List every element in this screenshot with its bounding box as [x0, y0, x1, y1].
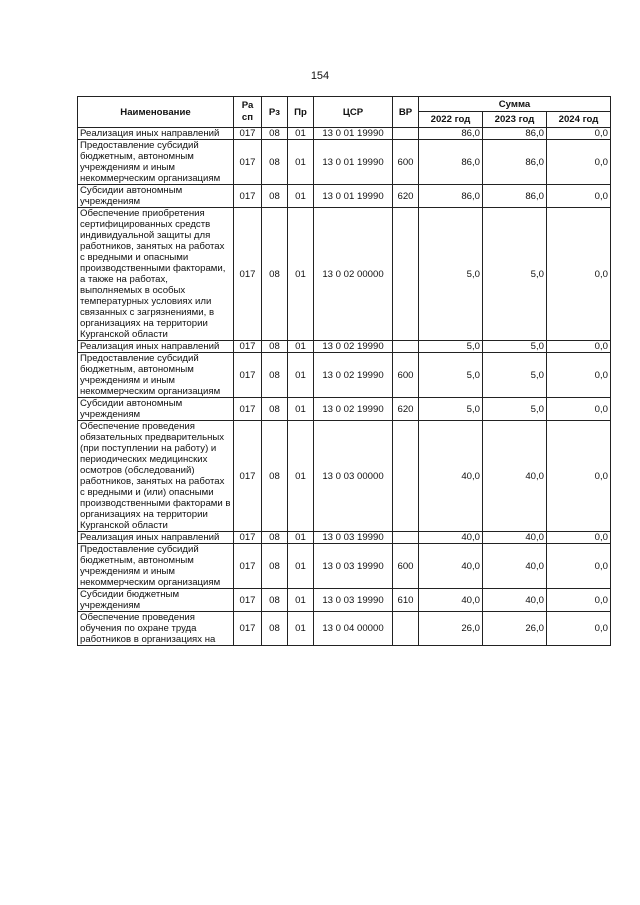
cell-rasp: 017 — [234, 128, 262, 140]
table-row — [78, 612, 611, 646]
cell-pr: 01 — [288, 532, 314, 544]
cell-csr: 13 0 03 00000 — [314, 421, 393, 532]
table-row — [78, 421, 611, 532]
cell-pr: 01 — [288, 128, 314, 140]
cell-csr: 13 0 03 19990 — [314, 544, 393, 589]
cell-csr: 13 0 03 19990 — [314, 589, 393, 612]
cell-rasp: 017 — [234, 398, 262, 421]
cell-rasp: 017 — [234, 208, 262, 341]
cell-2023: 5,0 — [483, 208, 547, 341]
cell-2022: 40,0 — [419, 544, 483, 589]
cell-2023: 26,0 — [483, 612, 547, 646]
cell-vr: 600 — [393, 544, 419, 589]
cell-2024: 0,0 — [547, 208, 611, 341]
table-row — [78, 398, 611, 421]
cell-vr: 620 — [393, 398, 419, 421]
cell-pr: 01 — [288, 140, 314, 185]
cell-rasp: 017 — [234, 532, 262, 544]
cell-rz: 08 — [262, 421, 288, 532]
cell-2024: 0,0 — [547, 421, 611, 532]
cell-rz: 08 — [262, 185, 288, 208]
cell-vr — [393, 421, 419, 532]
table-row — [78, 353, 611, 398]
header-2024: 2024 год — [547, 112, 611, 128]
cell-rasp: 017 — [234, 589, 262, 612]
cell-2022: 5,0 — [419, 208, 483, 341]
cell-2022: 86,0 — [419, 140, 483, 185]
cell-csr: 13 0 03 19990 — [314, 532, 393, 544]
cell-2023: 5,0 — [483, 353, 547, 398]
cell-2023: 40,0 — [483, 589, 547, 612]
cell-vr — [393, 612, 419, 646]
cell-rasp: 017 — [234, 421, 262, 532]
table-row — [78, 208, 611, 341]
cell-rz: 08 — [262, 532, 288, 544]
cell-pr: 01 — [288, 185, 314, 208]
table-row — [78, 589, 611, 612]
cell-vr: 600 — [393, 140, 419, 185]
cell-rz: 08 — [262, 341, 288, 353]
cell-csr: 13 0 02 19990 — [314, 398, 393, 421]
cell-vr: 620 — [393, 185, 419, 208]
cell-2024: 0,0 — [547, 353, 611, 398]
header-2022: 2022 год — [419, 112, 483, 128]
cell-2024: 0,0 — [547, 544, 611, 589]
cell-rz: 08 — [262, 544, 288, 589]
cell-rz: 08 — [262, 128, 288, 140]
cell-pr: 01 — [288, 398, 314, 421]
cell-vr — [393, 128, 419, 140]
cell-name: Субсидии бюджетным учреждениям — [78, 589, 234, 612]
cell-pr: 01 — [288, 612, 314, 646]
table-row — [78, 185, 611, 208]
cell-vr — [393, 208, 419, 341]
cell-2023: 86,0 — [483, 128, 547, 140]
cell-name: Субсидии автономным учреждениям — [78, 185, 234, 208]
cell-name: Обеспечение проведения обучения по охране труда работников в организациях на — [78, 612, 234, 646]
cell-vr — [393, 341, 419, 353]
cell-2023: 40,0 — [483, 544, 547, 589]
cell-2022: 26,0 — [419, 612, 483, 646]
cell-vr: 610 — [393, 589, 419, 612]
cell-rasp: 017 — [234, 544, 262, 589]
header-rasp: Ра сп — [234, 97, 262, 128]
cell-pr: 01 — [288, 208, 314, 341]
cell-pr: 01 — [288, 421, 314, 532]
cell-2022: 40,0 — [419, 532, 483, 544]
cell-rz: 08 — [262, 353, 288, 398]
cell-2022: 40,0 — [419, 421, 483, 532]
cell-2023: 5,0 — [483, 398, 547, 421]
table-row — [78, 140, 611, 185]
cell-vr — [393, 532, 419, 544]
cell-2022: 86,0 — [419, 128, 483, 140]
cell-csr: 13 0 01 19990 — [314, 140, 393, 185]
cell-csr: 13 0 01 19990 — [314, 128, 393, 140]
cell-rz: 08 — [262, 398, 288, 421]
cell-csr: 13 0 01 19990 — [314, 185, 393, 208]
cell-rz: 08 — [262, 208, 288, 341]
header-rz: Рз — [262, 97, 288, 128]
cell-csr: 13 0 02 19990 — [314, 341, 393, 353]
cell-2023: 86,0 — [483, 140, 547, 185]
cell-name: Предоставление субсидий бюджетным, автономным учреждениям и иным некоммерческим организациям — [78, 140, 234, 185]
cell-rz: 08 — [262, 589, 288, 612]
header-name: Наименование — [78, 97, 234, 128]
cell-csr: 13 0 02 00000 — [314, 208, 393, 341]
cell-2024: 0,0 — [547, 140, 611, 185]
cell-2023: 40,0 — [483, 421, 547, 532]
cell-name: Обеспечение приобретения сертифицированных средств индивидуальной защиты для работников, занятых на работах с вредными и опасными производственными факторами, а также на работах, выполняемых в особых температурных условиях или связанных с загрязнениями, в организациях на территории Курганской области — [78, 208, 234, 341]
header-csr: ЦСР — [314, 97, 393, 128]
cell-rz: 08 — [262, 612, 288, 646]
cell-2024: 0,0 — [547, 341, 611, 353]
table-row — [78, 532, 611, 544]
header-2023: 2023 год — [483, 112, 547, 128]
cell-2022: 5,0 — [419, 341, 483, 353]
cell-2023: 40,0 — [483, 532, 547, 544]
table-row — [78, 128, 611, 140]
cell-2022: 5,0 — [419, 353, 483, 398]
cell-name: Предоставление субсидий бюджетным, автономным учреждениям и иным некоммерческим организациям — [78, 544, 234, 589]
cell-vr: 600 — [393, 353, 419, 398]
cell-2024: 0,0 — [547, 589, 611, 612]
cell-rasp: 017 — [234, 185, 262, 208]
cell-rasp: 017 — [234, 140, 262, 185]
cell-2024: 0,0 — [547, 185, 611, 208]
cell-rasp: 017 — [234, 612, 262, 646]
cell-2023: 5,0 — [483, 341, 547, 353]
cell-csr: 13 0 04 00000 — [314, 612, 393, 646]
cell-2024: 0,0 — [547, 612, 611, 646]
cell-2024: 0,0 — [547, 532, 611, 544]
cell-2024: 0,0 — [547, 398, 611, 421]
table-row — [78, 544, 611, 589]
cell-name: Предоставление субсидий бюджетным, автономным учреждениям и иным некоммерческим организациям — [78, 353, 234, 398]
header-suma: Сумма — [419, 97, 611, 112]
cell-name: Реализация иных направлений — [78, 128, 234, 140]
cell-pr: 01 — [288, 353, 314, 398]
header-vr: ВР — [393, 97, 419, 128]
cell-name: Реализация иных направлений — [78, 532, 234, 544]
cell-2022: 5,0 — [419, 398, 483, 421]
cell-name: Реализация иных направлений — [78, 341, 234, 353]
cell-pr: 01 — [288, 589, 314, 612]
cell-rasp: 017 — [234, 341, 262, 353]
table-row — [78, 341, 611, 353]
page-number: 154 — [310, 70, 330, 82]
header-pr: Пр — [288, 97, 314, 128]
cell-rz: 08 — [262, 140, 288, 185]
cell-csr: 13 0 02 19990 — [314, 353, 393, 398]
cell-name: Обеспечение проведения обязательных предварительных (при поступлении на работу) и периодических медицинских осмотров (обследований) работников, занятых на работах с вредными и (или) опасными производственными факторами в организациях на территории Курганской области — [78, 421, 234, 532]
budget-table — [77, 96, 611, 646]
cell-rasp: 017 — [234, 353, 262, 398]
cell-pr: 01 — [288, 341, 314, 353]
cell-2022: 86,0 — [419, 185, 483, 208]
cell-2024: 0,0 — [547, 128, 611, 140]
cell-name: Субсидии автономным учреждениям — [78, 398, 234, 421]
cell-pr: 01 — [288, 544, 314, 589]
cell-2023: 86,0 — [483, 185, 547, 208]
cell-2022: 40,0 — [419, 589, 483, 612]
